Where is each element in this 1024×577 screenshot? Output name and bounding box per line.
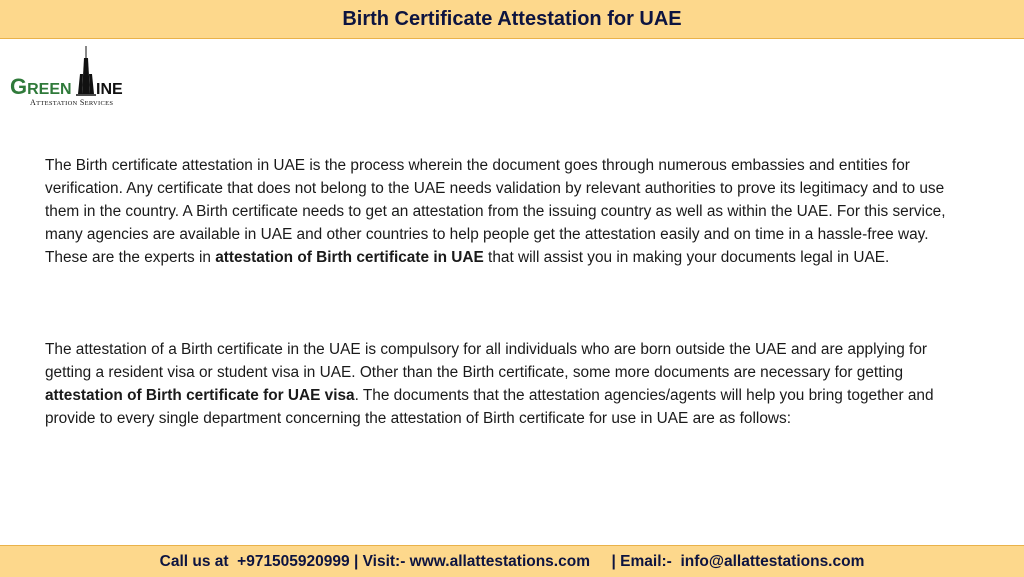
intro-paragraph [45,154,965,269]
greenline-logo [10,44,140,108]
footer-contact-bar [0,545,1024,577]
requirements-bold-text: attestation of Birth certificate for UAE visa [45,387,355,404]
footer-contact-text: Call us at +971505920999 | Visit:- www.allattestations.com | Email:- info@allattestations.com [159,552,865,570]
page-title: Birth Certificate Attestation for UAE [342,7,682,30]
intro-text-b: that will assist you in making your documents legal in UAE. [483,249,890,266]
svg-text:ATTESTATION SERVICES: ATTESTATION SERVICES [30,98,114,107]
requirements-text-a: The attestation of a Birth certificate in the UAE is compulsory for all individuals who are born outside the UAE and are applying for getting a resident visa or student visa in UAE. Other than the Birth certificate, some more documents are necessary for getting [45,341,928,381]
header-bar [0,0,1024,39]
tower-icon [78,46,94,94]
requirements-text-b: . The documents that the attestation agencies/agents will help you bring together and provide to every single department concerning the attestation of Birth certificate for use in UAE are as follows: [45,387,934,427]
requirements-paragraph [45,338,965,430]
svg-text:GREEN: GREEN [10,74,72,99]
intro-bold-link-text: attestation of Birth certificate in UAE [215,249,484,266]
svg-text:INE: INE [96,81,123,98]
intro-text-a: The Birth certificate attestation in UAE is the process wherein the document goes through numerous embassies and entities for verification. Any certificate that does not belong to the UAE needs validation by relevant authorities to prove its legitimacy and to use them in the country. A Birth certificate needs to get an attestation from the issuing country as well as within the UAE. For this service, many agencies are available in UAE and other countries to help people get the attestation easily and on time in a hassle-free way. These are the experts in [45,157,946,266]
